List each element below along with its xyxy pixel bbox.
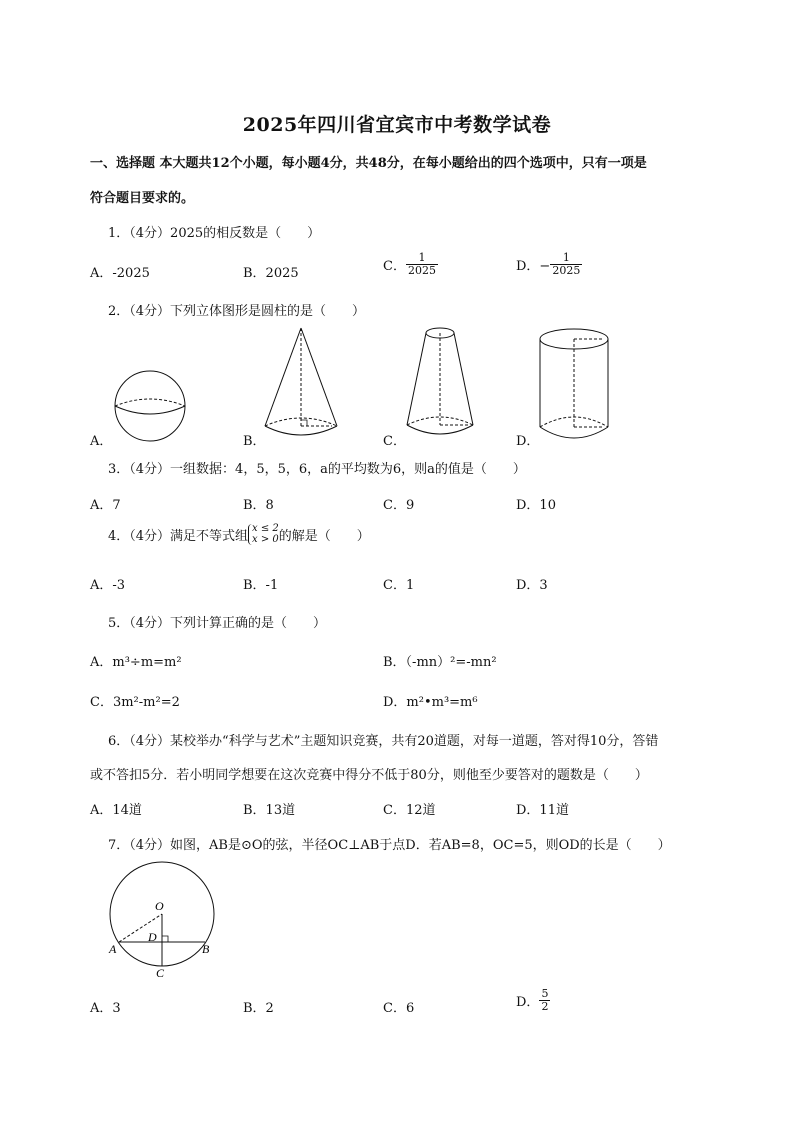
sphere-figure [112, 370, 192, 445]
label-o: O [155, 899, 164, 913]
q1-option-c[interactable] [383, 252, 438, 277]
q3-option-a[interactable]: A．7 [90, 498, 121, 513]
q6-option-b[interactable]: B．13道 [243, 803, 296, 818]
cone-figure [262, 328, 342, 443]
q3-option-d[interactable]: D．10 [516, 498, 556, 513]
q2-option-d[interactable]: D． [516, 434, 540, 449]
label-d: D [148, 930, 157, 944]
section-heading-line2: 符合题目要求的。 [90, 191, 195, 206]
q6-stem-line1: 6．（4分）某校举办“科学与艺术”主题知识竞赛，共有20道题，对每一道题，答对得10分，答错 [108, 734, 659, 749]
cylinder-figure [538, 327, 613, 445]
q6-option-a[interactable]: A．14道 [90, 803, 142, 818]
q6-option-c[interactable]: C．12道 [383, 803, 436, 818]
q1-stem: 1．（4分）2025的相反数是（ ） [108, 226, 321, 241]
q4-option-c[interactable]: C．1 [383, 578, 415, 593]
q3-stem: 3．（4分）一组数据：4，5，5，6，a的平均数为6，则a的值是（ ） [108, 462, 526, 477]
q1-option-a[interactable]: A．-2025 [90, 266, 150, 281]
q3-option-c[interactable]: C．9 [383, 498, 415, 513]
q1-option-d[interactable] [516, 252, 582, 277]
label-b: B [202, 942, 210, 956]
q5-option-a[interactable]: A．m³÷m=m² [90, 655, 182, 670]
q4-stem-post: 的解是（ ） [278, 529, 370, 544]
q6-stem-line2: 或不答扣5分．若小明同学想要在这次竞赛中得分不低于80分，则他至少要答对的题数是（ ） [90, 768, 648, 783]
q7-option-b[interactable]: B．2 [243, 1001, 274, 1016]
q1-option-c-label: C． [383, 259, 406, 275]
q5-option-d[interactable]: D．m²•m³=m⁶ [383, 695, 478, 710]
label-a: A [109, 942, 117, 956]
q1-option-c-fraction: $\frac{1}{2025}$ [407, 251, 436, 278]
q7-option-a[interactable]: A．3 [90, 1001, 121, 1016]
q4-option-a[interactable]: A．-3 [90, 578, 126, 593]
q2-option-a[interactable]: A． [90, 434, 113, 449]
q4-stem-pre: 4．（4分）满足不等式组 [108, 529, 249, 544]
q4-option-d[interactable]: D．3 [516, 578, 548, 593]
q7-option-d-label: D． [516, 995, 540, 1011]
q1-option-b[interactable]: B．2025 [243, 266, 299, 281]
inequality-system: x ≤ 2 x > 0 [248, 524, 279, 545]
q4-option-b[interactable]: B．-1 [243, 578, 279, 593]
circle-chord-figure [105, 860, 220, 980]
label-c: C [156, 966, 165, 980]
q4-stem [108, 524, 370, 545]
q1-option-d-fraction: $\frac{1}{2025}$ [552, 251, 581, 278]
q7-option-d[interactable] [516, 988, 550, 1013]
q7-option-c[interactable]: C．6 [383, 1001, 415, 1016]
q5-stem: 5．（4分）下列计算正确的是（ ） [108, 616, 327, 631]
q2-option-c[interactable]: C． [383, 434, 406, 449]
q3-option-b[interactable]: B．8 [243, 498, 274, 513]
frustum-figure [403, 325, 478, 443]
q1-option-d-label: D．− [516, 259, 551, 275]
section-heading-line1: 一、选择题 本大题共12个小题，每小题4分，共48分，在每小题给出的四个选项中，只有一项是 [90, 156, 647, 171]
q6-option-d[interactable]: D．11道 [516, 803, 569, 818]
q7-option-d-fraction: $\frac{5}{2}$ [541, 987, 549, 1014]
q2-option-b[interactable]: B． [243, 434, 266, 449]
page-title: 2025年四川省宜宾市中考数学试卷 [242, 114, 552, 136]
q5-option-c[interactable]: C．3m²-m²=2 [90, 695, 180, 710]
q2-stem: 2．（4分）下列立体图形是圆柱的是（ ） [108, 304, 366, 319]
q5-option-b[interactable]: B．（-mn）²=-mn² [383, 655, 497, 670]
q7-stem: 7．（4分）如图，AB是⊙O的弦，半径OC⊥AB于点D．若AB=8，OC=5，则OD的长是（ ） [108, 838, 671, 853]
